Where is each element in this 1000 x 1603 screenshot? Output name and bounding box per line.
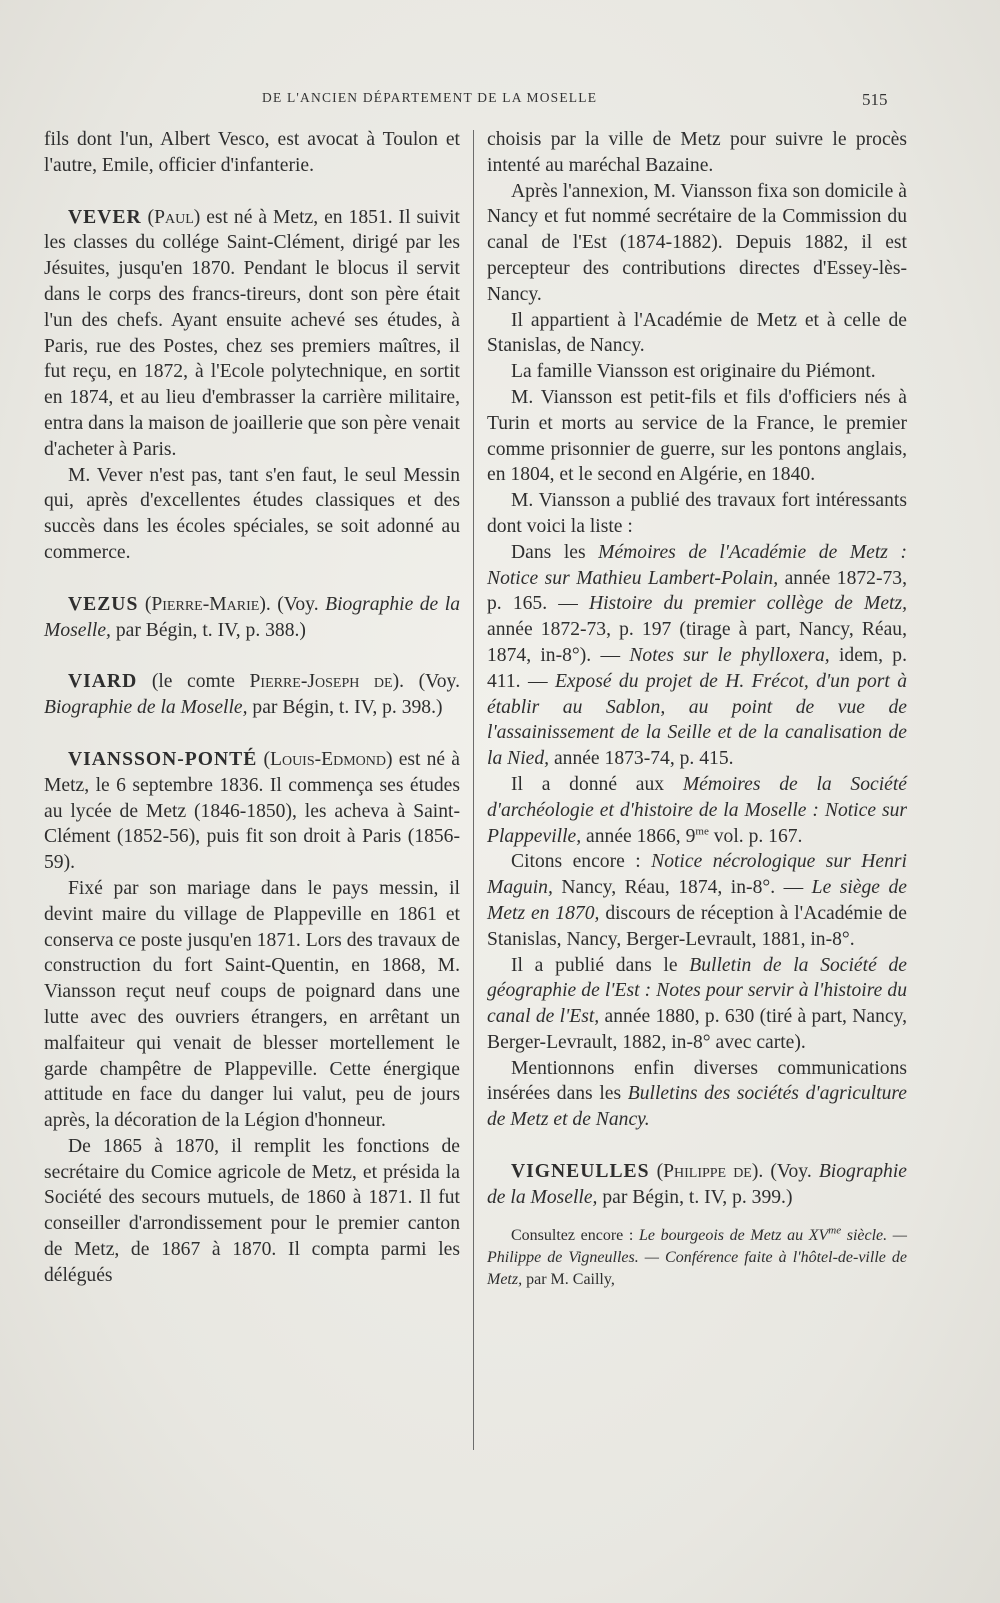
paragraph <box>487 1056 907 1133</box>
paragraph <box>487 772 907 849</box>
left-column <box>44 127 460 1289</box>
entry-text: Consultez encore : <box>511 1226 639 1244</box>
entry-text: Citons encore : <box>511 851 652 873</box>
book-title: Biographie de la Moselle, <box>44 593 460 641</box>
person-name: (Pierre-Marie) <box>144 593 266 615</box>
work-title: Mémoires de la Société d'archéologie et d'histoire de la Moselle : Notice sur Plappeville, <box>487 773 907 847</box>
work-title: Notes sur le phylloxera, <box>629 644 830 666</box>
paragraph: De 1865 à 1870, il remplit les fonctions de secrétaire du Comice agricole de Metz, et présida la Société des secours mutuels, de 1860 à 1871. Il fut conseiller d'arrondissement pour le premier canton de Metz, de 1867 à 1870. Il compta parmi les délégués <box>44 1135 460 1286</box>
superscript: me <box>695 824 709 837</box>
running-header: DE L'ANCIEN DÉPARTEMENT DE LA MOSELLE <box>262 90 598 105</box>
entry-text: année 1872-73, p. 165. — <box>487 567 907 615</box>
entry-text: par Bégin, t. IV, p. 388.) <box>110 619 306 641</box>
entry-text: . (Voy. <box>265 593 326 615</box>
paragraph: M. Viansson a publié des travaux fort intéressants dont voici la liste : <box>487 490 907 537</box>
entry-text: par Bégin, t. IV, p. 398.) <box>247 697 443 719</box>
paragraph <box>487 953 907 1056</box>
entry-vigneulles <box>487 1159 907 1211</box>
book-title: Biographie de la Moselle, <box>487 1161 907 1208</box>
book-title: Biographie de la Moselle, <box>44 697 248 719</box>
work-title: Le bourgeois de Metz au XV <box>638 1226 829 1244</box>
work-title: Le siège de Metz en 1870, <box>487 877 907 924</box>
entry-text: est né à Metz, le 6 septembre 1836. Il commença ses études au lycée de Metz (1846-1850), les acheva à Saint-Clément (1852-56), puis fit son droit à Paris (1856-59). <box>44 748 460 874</box>
publication-list <box>487 540 907 772</box>
entry-text: Dans les <box>511 541 599 563</box>
person-name: (Louis-Edmond) <box>263 748 393 770</box>
work-title: Notice nécrologique sur Henri Maguin, <box>487 851 907 899</box>
entry-text: Nancy, Réau, 1874, in-8°. — <box>552 877 812 899</box>
entry-text: par Bégin, t. IV, p. 399.) <box>597 1186 793 1208</box>
right-column <box>487 127 907 1291</box>
work-title: siècle. — Philippe de Vigneulles. — Conférence faite à l'hôtel-de-ville de Metz, <box>487 1226 907 1288</box>
entry-text: ). (Voy. <box>392 671 460 693</box>
entry-vever <box>44 205 460 463</box>
entry-text: par M. Cailly, <box>522 1270 615 1288</box>
work-title: Bulletin de la Société de géographie de l'Est : Notes pour servir à l'histoire du canal de l'Est, <box>487 954 907 1028</box>
entry-name: VIARD <box>68 671 138 693</box>
entry-text: . (Voy. <box>758 1161 819 1183</box>
work-title: Exposé du projet de H. Frécot, d'un port à établir au Sablon, au point de vue de l'assainissement de la Seille et de la canalisation de la Nied, <box>487 670 907 770</box>
reference-note <box>487 1225 907 1291</box>
paragraph: Fixé par son mariage dans le pays messin, il devint maire du village de Plappeville en 1861 et conserva ce poste jusqu'en 1871. Lors des travaux de construction du fort Saint-Quentin, en 1868, M. Viansson reçut neuf coups de poignard dans une lutte avec des ouvriers étrangers, en arrêtant un malfaiteur qui venait de blesser mortellement le garde champêtre de Plappeville. Cette énergique attitude en face du danger lui valut, peu de jours après, la décoration de la Légion d'honneur. <box>44 877 460 1132</box>
entry-vezus <box>44 592 460 644</box>
paragraph: choisis par la ville de Metz pour suivre le procès intenté au maréchal Bazaine. <box>487 129 907 176</box>
entry-name: VIANSSON-PONTÉ <box>68 748 258 770</box>
paragraph: La famille Viansson est originaire du Piémont. <box>511 361 876 383</box>
entry-text: Il a donné aux <box>511 773 683 795</box>
person-name: (Paul) <box>147 206 201 228</box>
entry-viansson <box>44 747 460 876</box>
paragraph: M. Viansson est petit-fils et fils d'officiers nés à Turin et morts au service de la France, le premier comme prisonnier de guerre, sur les pontons anglais, en 1804, et le second en Algérie, en 1840. <box>487 386 907 486</box>
paragraph: fils dont l'un, Albert Vesco, est avocat à Toulon et l'autre, Emile, officier d'infanterie. <box>44 129 460 176</box>
entry-name: VEVER <box>68 206 142 228</box>
entry-text: année 1872-73, p. 197 (tirage à part, Nancy, Réau, 1874, in-8°). — <box>487 619 907 666</box>
entry-text: année 1866, 9 <box>581 825 696 847</box>
entry-text: discours de réception à l'Académie de Stanislas, Nancy, Berger-Levrault, 1881, in-8°. <box>487 902 907 950</box>
entry-text: année 1873-74, p. 415. <box>549 748 734 770</box>
paragraph: M. Vever n'est pas, tant s'en faut, le seul Messin qui, après d'excellentes études classiques et des succès dans les écoles spéciales, se soit adonné au commerce. <box>44 464 460 563</box>
person-name: (Philippe de) <box>656 1161 759 1183</box>
entry-name: VIGNEULLES <box>511 1161 650 1183</box>
entry-text: est né à Metz, en 1851. Il suivit les classes du collége Saint-Clément, dirigé par les Jésuites, jusqu'en 1870. Pendant le blocus il servit dans le corps des francs-tireurs, dont son père était l'un des chefs. Ayant ensuite achevé ses études, à Paris, rue des Postes, chez ses premiers maîtres, il fut reçu, en 1872, à l'Ecole polytechnique, en sortit en 1874, et au lieu d'embrasser la carrière militaire, entra dans la maison de joaillerie que son père venait d'acheter à Paris. <box>44 206 460 460</box>
entry-text: année 1880, p. 630 (tiré à part, Nancy, Berger-Levrault, 1882, in-8° avec carte). <box>487 1006 907 1053</box>
column-divider <box>473 130 474 1450</box>
entry-text: idem, p. 411. — <box>487 644 907 692</box>
superscript: me <box>828 1224 842 1237</box>
entry-text: Mentionnons enfin diverses communications insérées dans les <box>487 1057 907 1105</box>
work-title: Histoire du premier collège de Metz, <box>588 593 907 615</box>
entry-text: (le comte <box>137 671 250 693</box>
work-title: Bulletins des sociétés d'agriculture de Metz et de Nancy. <box>487 1083 907 1131</box>
paragraph: Il appartient à l'Académie de Metz et à celle de Stanislas, de Nancy. <box>487 309 907 357</box>
entry-viard <box>44 669 460 721</box>
work-title: Mémoires de l'Académie de Metz : Notice sur Mathieu Lambert-Polain, <box>487 541 907 589</box>
entry-name: VEZUS <box>68 593 139 615</box>
entry-text: vol. p. 167. <box>708 825 803 847</box>
person-name: Pierre-Joseph de <box>249 671 393 693</box>
paragraph <box>487 849 907 952</box>
paragraph: Après l'annexion, M. Viansson fixa son domicile à Nancy et fut nommé secrétaire de la Commission du canal de l'Est (1874-1882). Depuis 1882, il est percepteur des contributions directes d'Essey-lès-Nancy. <box>487 180 907 305</box>
entry-text: Il a publié dans le <box>511 954 690 976</box>
page-number: 515 <box>862 90 888 109</box>
